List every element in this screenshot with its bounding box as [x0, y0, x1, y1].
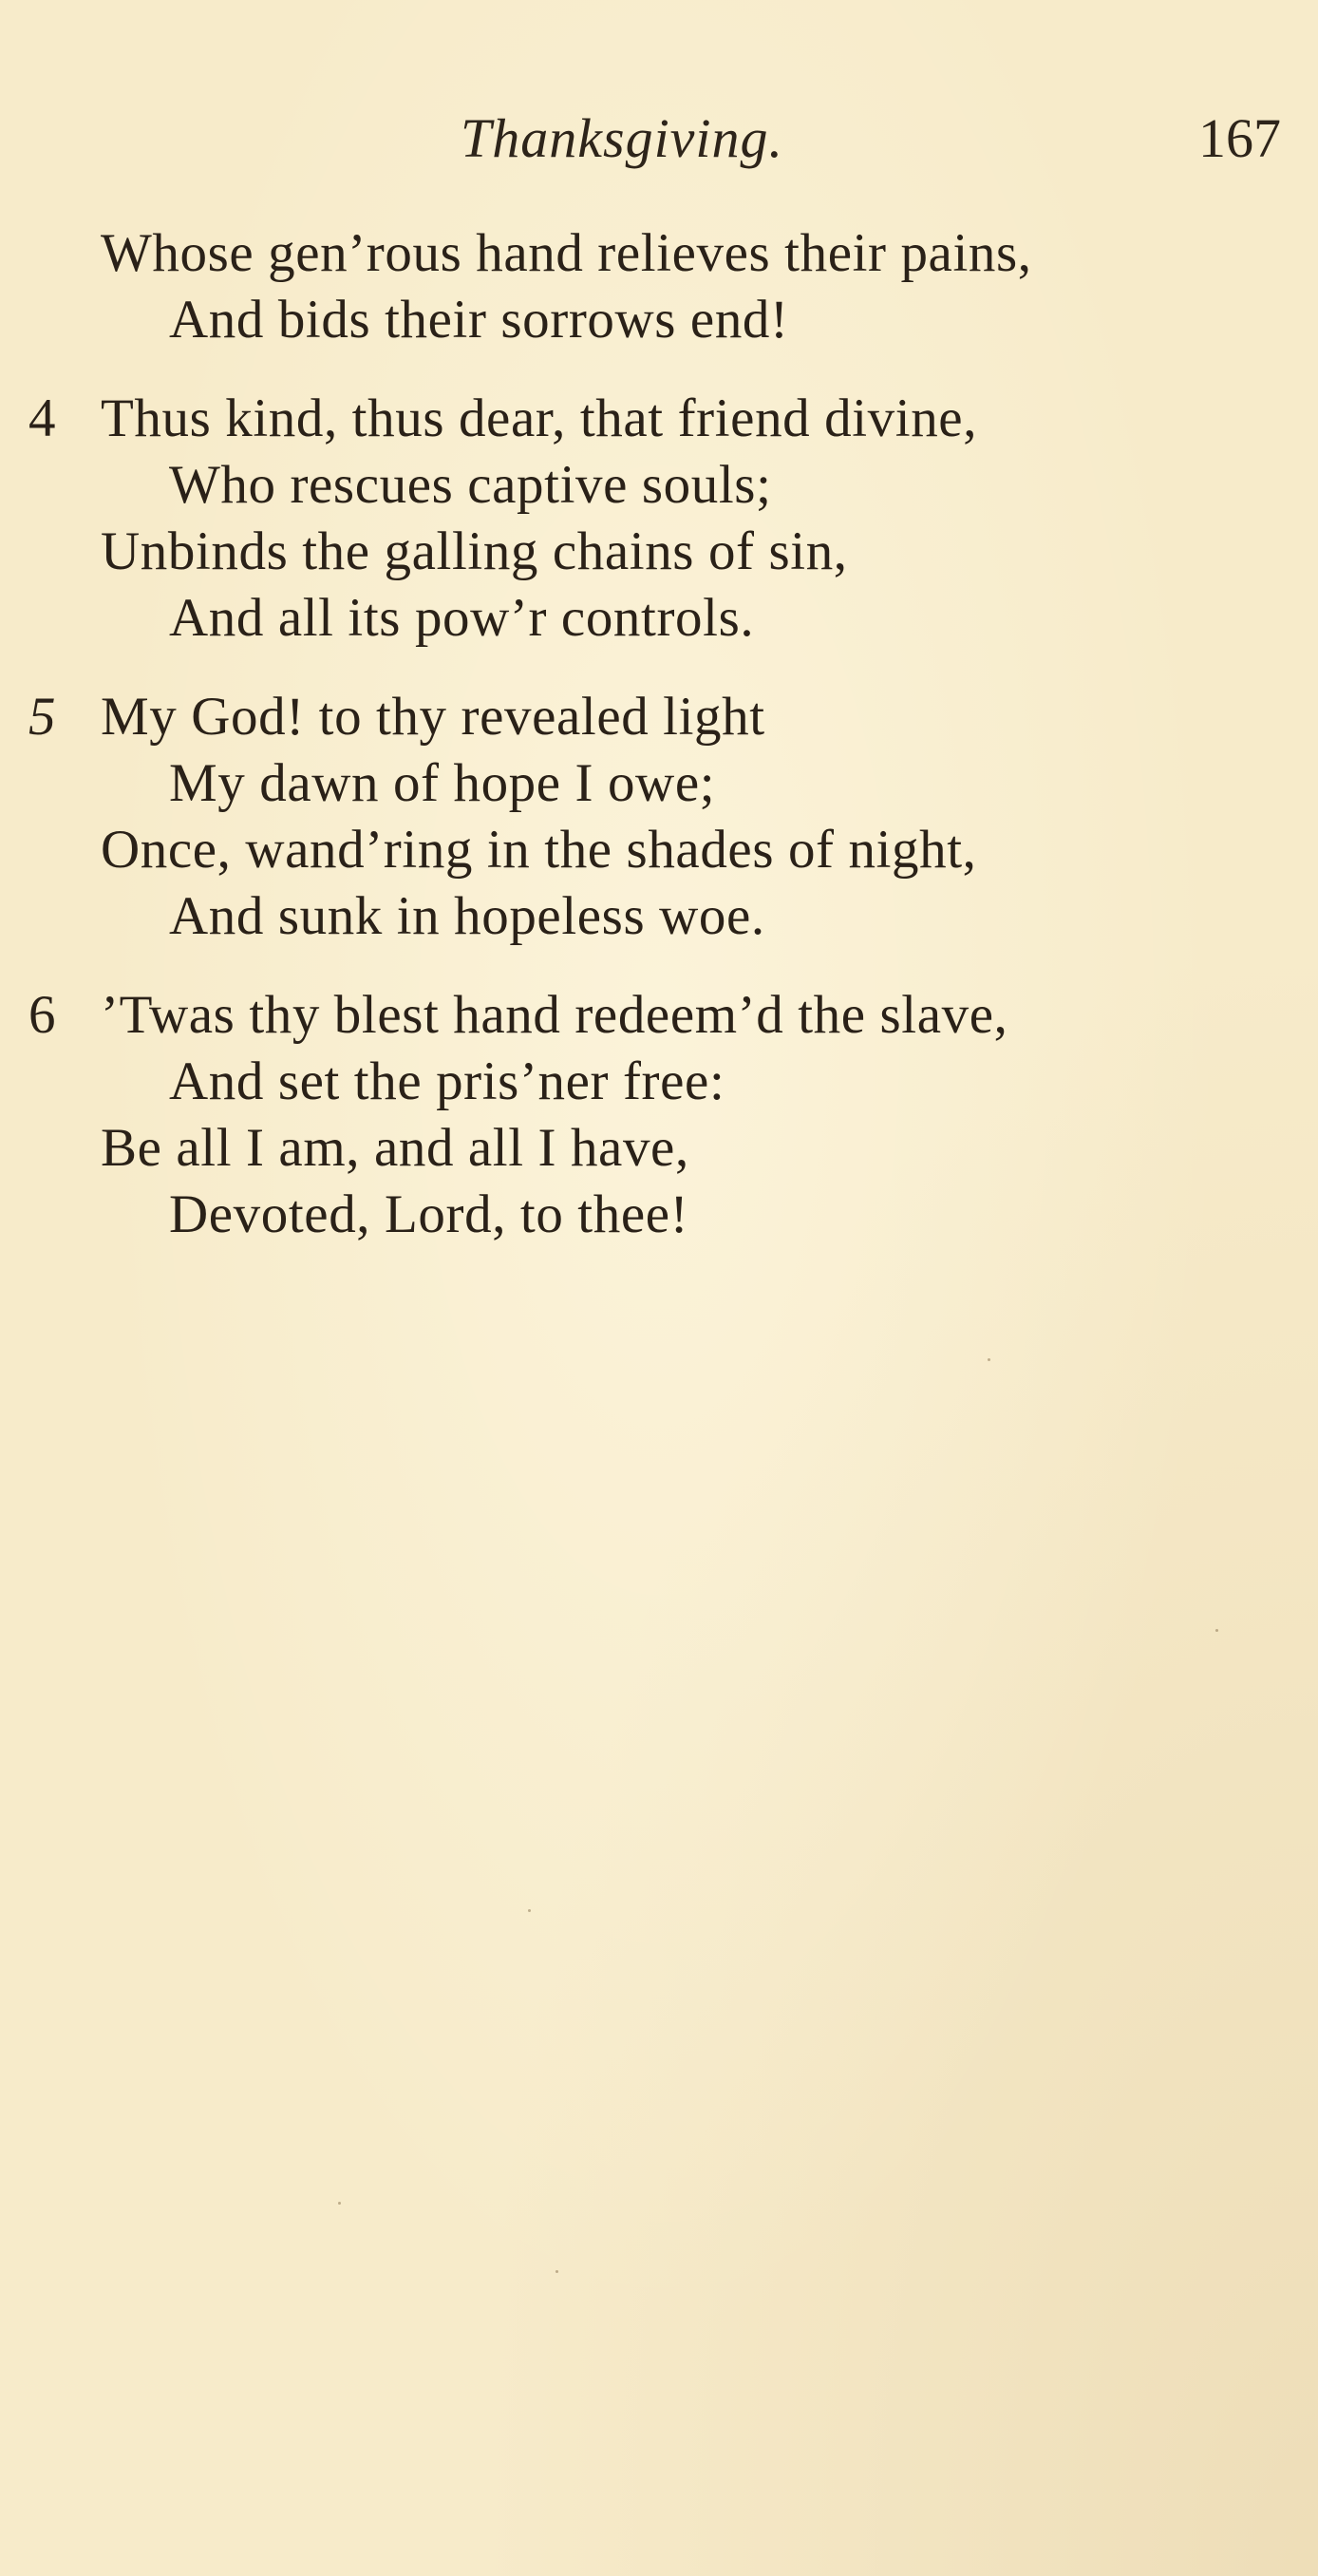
- paper-speck: [988, 1358, 990, 1361]
- verse-line: Thus kind, thus dear, that friend divine,: [101, 388, 978, 448]
- stanza-4: [0, 386, 1318, 652]
- verse-line: Whose gen’rous hand relieves their pains,: [101, 223, 1032, 283]
- stanza-number: 4: [28, 388, 56, 448]
- stanza-5: [0, 684, 1318, 950]
- page-header: [0, 106, 1318, 173]
- verse-line: Once, wand’ring in the shades of night,: [101, 820, 977, 880]
- paper-speck: [1215, 1629, 1218, 1632]
- verse-line: And all its pow’r controls.: [169, 588, 755, 648]
- verse-line: And sunk in hopeless woe.: [169, 886, 765, 946]
- page-number: 167: [1198, 107, 1281, 169]
- stanza-6: [0, 982, 1318, 1248]
- verse-line: Who rescues captive souls;: [169, 455, 772, 515]
- paper-speck: [528, 1909, 531, 1912]
- verse-line: My dawn of hope I owe;: [169, 753, 716, 813]
- verse-line: ’Twas thy blest hand redeem’d the slave,: [101, 985, 1008, 1045]
- paper-speck: [338, 2202, 341, 2205]
- stanza-number: 5: [28, 687, 56, 747]
- verse-line: Devoted, Lord, to thee!: [169, 1184, 689, 1244]
- verse-line: Unbinds the galling chains of sin,: [101, 521, 848, 581]
- hymn-text: [0, 220, 1318, 1280]
- paper-speck: [555, 2270, 558, 2273]
- verse-line: Be all I am, and all I have,: [101, 1118, 689, 1178]
- verse-line: And bids their sorrows end!: [169, 290, 789, 350]
- verse-line: And set the pris’ner free:: [169, 1051, 725, 1111]
- stanza-number: 6: [28, 985, 56, 1045]
- verse-line: My God! to thy revealed light: [101, 687, 765, 747]
- stanza-3-continued: [0, 220, 1318, 353]
- running-title: Thanksgiving.: [461, 107, 784, 169]
